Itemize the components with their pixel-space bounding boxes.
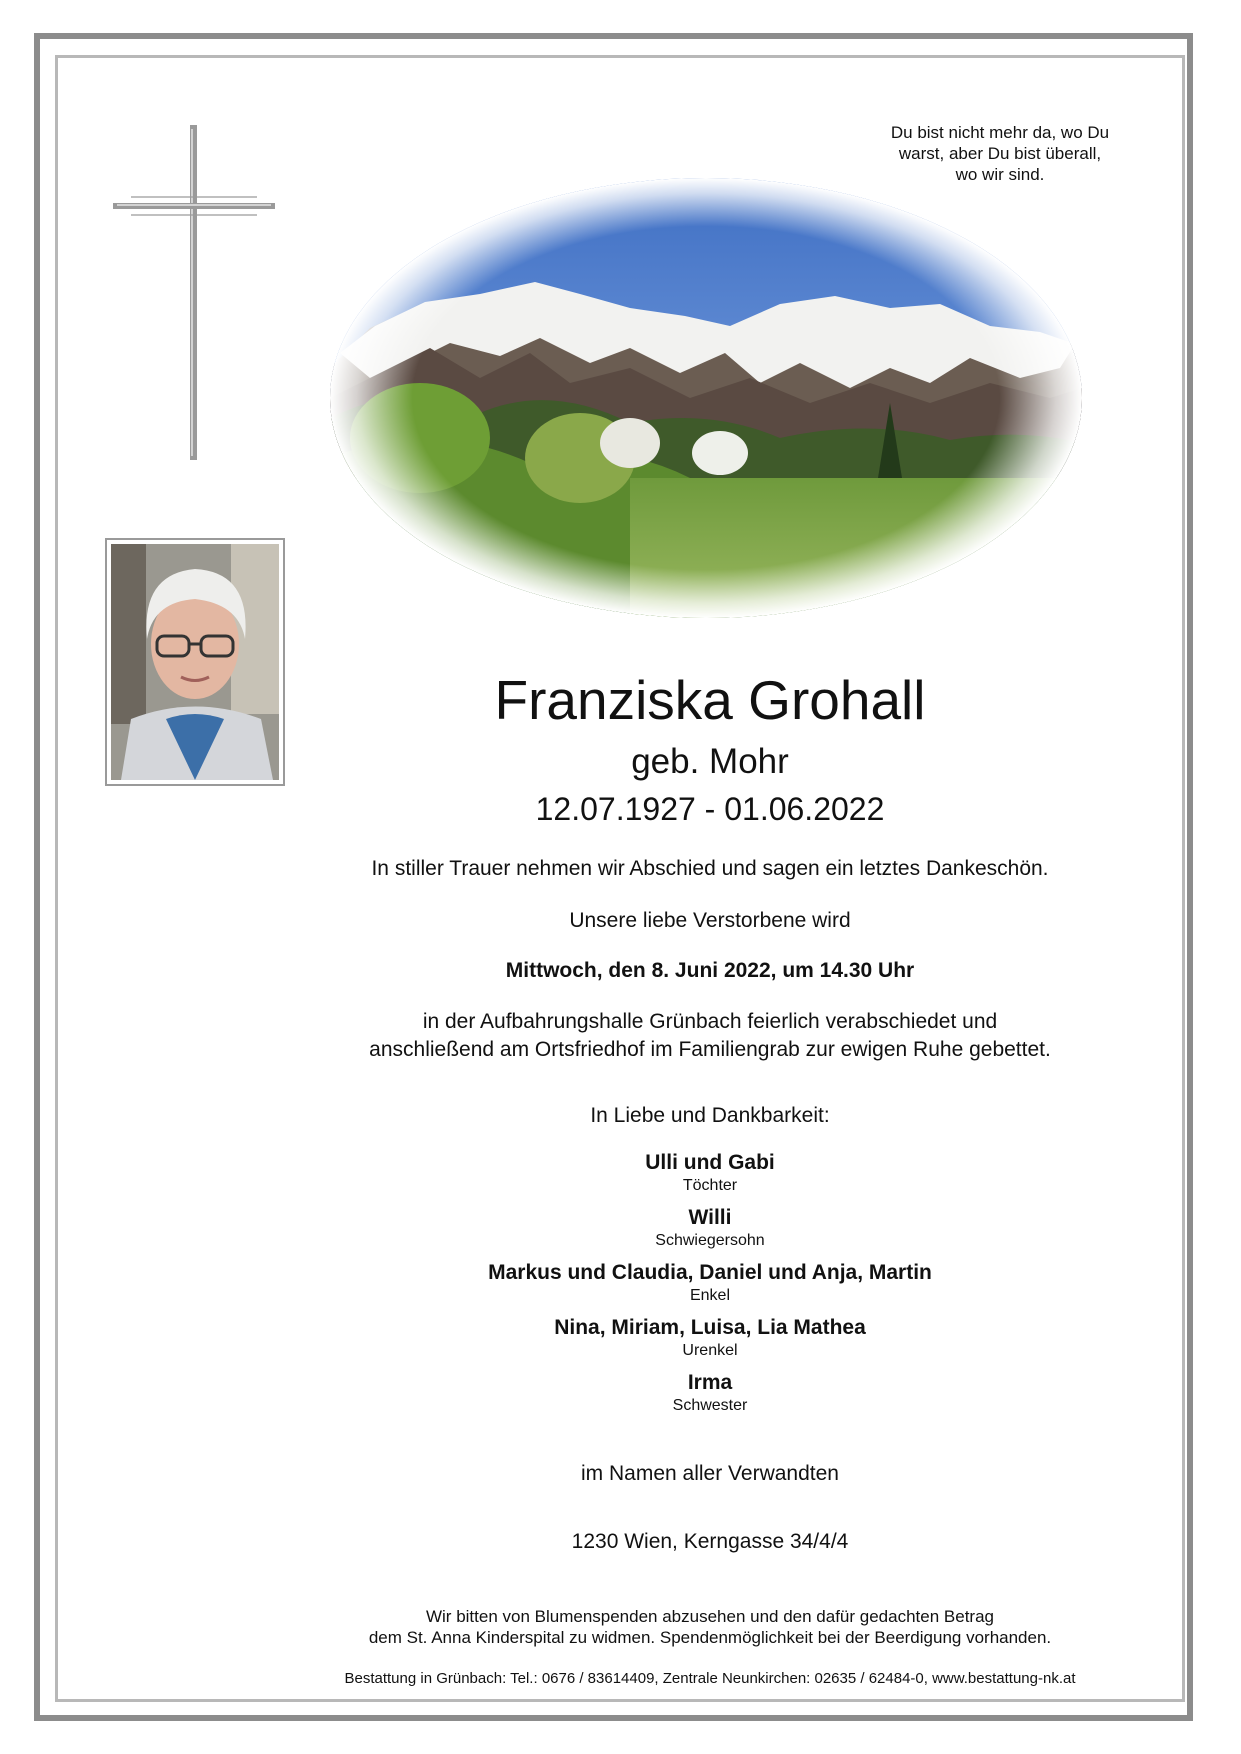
portrait-photo (111, 544, 279, 780)
mourner-entry (330, 1370, 1090, 1416)
mourner-relation: Töchter (682, 1177, 738, 1194)
mourner-relation: Schwiegersohn (655, 1232, 765, 1249)
life-dates: 12.07.1927 - 01.06.2022 (535, 791, 885, 827)
donation-line: dem St. Anna Kinderspital zu widmen. Spendenmöglichkeit bei der Beerdigung vorhanden. (368, 1628, 1052, 1647)
motto-quote (860, 122, 1140, 185)
ceremony-text (330, 1008, 1090, 1064)
relatives-text: im Namen aller Verwandten (581, 1462, 839, 1485)
mourner-names: Irma (687, 1371, 733, 1394)
motto-line: warst, aber Du bist überall, (898, 144, 1102, 163)
maiden-name: geb. Mohr (631, 742, 789, 781)
donation-line: Wir bitten von Blumenspenden abzusehen und den dafür gedachten Betrag (425, 1607, 994, 1626)
mountain-landscape-photo (330, 178, 1082, 618)
mourner-names: Nina, Miriam, Luisa, Lia Mathea (554, 1316, 866, 1339)
motto-line: wo wir sind. (955, 165, 1045, 184)
motto-line: Du bist nicht mehr da, wo Du (890, 123, 1110, 142)
mourners-list (330, 1150, 1090, 1425)
deceased-name: Franziska Grohall (494, 669, 926, 731)
mourner-relation: Urenkel (682, 1342, 738, 1359)
mourner-names: Ulli und Gabi (645, 1151, 775, 1174)
donation-note (290, 1606, 1130, 1648)
ceremony-line: anschließend am Ortsfriedhof im Familiengrab zur ewigen Ruhe gebettet. (369, 1038, 1051, 1061)
address-text: 1230 Wien, Kerngasse 34/4/4 (571, 1530, 849, 1553)
farewell-text: In stiller Trauer nehmen wir Abschied und sagen ein letztes Dankeschön. (371, 857, 1049, 880)
mourner-entry (330, 1205, 1090, 1251)
mourner-entry (330, 1315, 1090, 1361)
gratitude-text: In Liebe und Dankbarkeit: (590, 1104, 830, 1127)
mourner-entry (330, 1150, 1090, 1196)
cross-icon (113, 125, 275, 460)
ceremony-line: in der Aufbahrungshalle Grünbach feierlich verabschiedet und (422, 1010, 998, 1033)
mourner-names: Markus und Claudia, Daniel und Anja, Martin (488, 1261, 932, 1284)
ceremony-date: Mittwoch, den 8. Juni 2022, um 14.30 Uhr (505, 959, 915, 982)
mourner-relation: Enkel (689, 1287, 731, 1304)
mourner-names: Willi (688, 1206, 732, 1229)
portrait-frame (105, 538, 285, 786)
intro-text: Unsere liebe Verstorbene wird (569, 909, 851, 932)
mourner-entry (330, 1260, 1090, 1306)
mourner-relation: Schwester (672, 1397, 748, 1414)
footer-contact: Bestattung in Grünbach: Tel.: 0676 / 83614409, Zentrale Neunkirchen: 02635 / 62484-0, www.bestattung-nk.at (344, 1670, 1076, 1687)
